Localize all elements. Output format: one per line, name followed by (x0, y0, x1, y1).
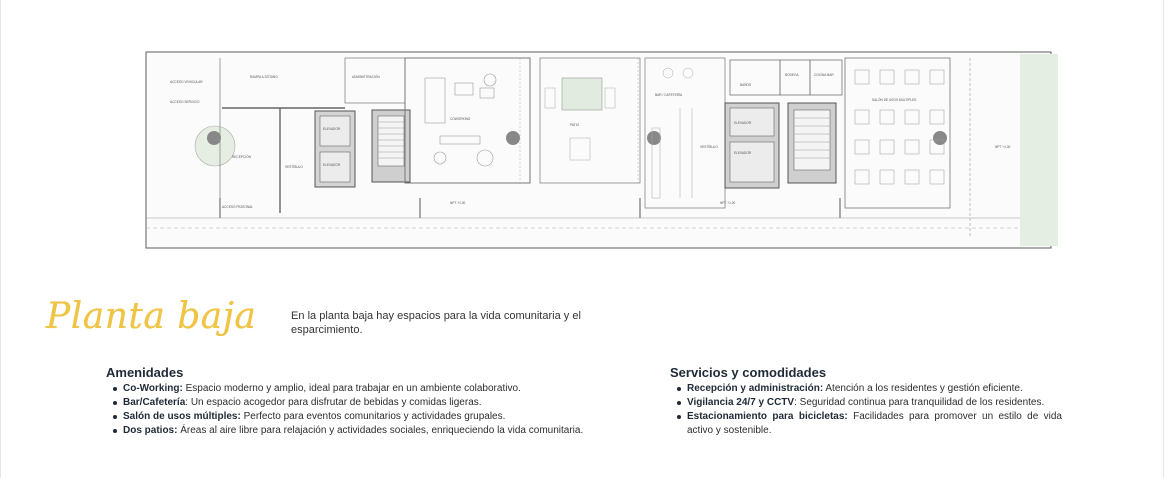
plan-label: ELEVADOR (734, 121, 752, 125)
item-label: Salón de usos múltiples: (123, 411, 241, 422)
item-label: Vigilancia 24/7 y CCTV (687, 397, 795, 408)
plan-label: COCINA BAR (814, 73, 834, 77)
plan-label: ELEVADOR (323, 163, 341, 167)
services-heading: Servicios y comodidades (670, 365, 827, 380)
item-label: Co-Working: (123, 383, 183, 394)
item-text: Perfecto para eventos comunitarios y actividades grupales. (240, 411, 506, 422)
plan-label: COWORKING (450, 117, 471, 121)
plan-label: ACCESO VEHICULAR (170, 80, 203, 84)
plan-label: ACCESO PEATONAL (222, 205, 254, 209)
list-item (123, 382, 626, 396)
item-label: Bar/Cafetería (123, 397, 186, 408)
list-item (687, 396, 1062, 410)
intro-text: En la planta baja hay espacios para la vida comunitaria y el esparcimiento. (291, 310, 581, 336)
plan-label: NPT +1.00 (450, 201, 466, 205)
patio-planter (562, 78, 602, 110)
floor-plan-drawing (140, 48, 1060, 256)
plan-label: RAMPA A SÓTANO (250, 75, 278, 79)
list-item (123, 396, 626, 410)
list-item (687, 382, 1062, 396)
plan-label: VESTÍBULO (285, 165, 303, 169)
plan-label: ELEVADOR (734, 151, 752, 155)
plan-label: NPT +1.00 (720, 201, 736, 205)
list-item (123, 424, 626, 438)
plan-label: BODEGA (785, 73, 799, 77)
plan-label: BAR / CAFETERÍA (655, 93, 683, 97)
plan-label: RECEPCIÓN (232, 155, 251, 159)
item-text: Áreas al aire libre para relajación y actividades sociales, enriqueciendo la vida comunitaria. (177, 425, 584, 436)
plan-label: PATIO (570, 123, 580, 127)
plan-label: SALÓN DE USOS MÚLTIPLES (872, 98, 917, 102)
amenities-section (106, 365, 626, 438)
page-title: Planta baja (46, 296, 257, 337)
item-label: Estacionamiento para bicicletas: (687, 411, 848, 422)
column (933, 131, 947, 145)
list-item (687, 410, 1062, 438)
garden-strip (1020, 54, 1058, 246)
plan-label: ACCESO SERVICIO (170, 100, 200, 104)
item-text: Atención a los residentes y gestión eficiente. (823, 383, 1023, 394)
item-text: : Seguridad continua para tranquilidad de los residentes. (794, 397, 1045, 408)
services-section (670, 365, 1062, 438)
item-label: Dos patios: (123, 425, 178, 436)
left-edge (0, 0, 1, 478)
plan-label: VESTÍBULO (700, 145, 718, 149)
plan-label: ELEVADOR (323, 127, 341, 131)
item-text: : Un espacio acogedor para disfrutar de bebidas y comidas ligeras. (185, 397, 482, 408)
amenities-heading: Amenidades (106, 365, 184, 380)
item-text: Facilidades para promover un estilo de vida activo y sostenible. (687, 411, 1062, 436)
amenities-list (106, 382, 626, 438)
column (207, 131, 221, 145)
floor-plan-svg (140, 48, 1060, 256)
column (506, 131, 520, 145)
plan-label: NPT +1.00 (995, 145, 1011, 149)
item-text: Espacio moderno y amplio, ideal para trabajar en un ambiente colaborativo. (182, 383, 521, 394)
column (647, 131, 661, 145)
services-list (670, 382, 1062, 438)
list-item (123, 410, 626, 424)
plan-label: ADMINISTRACIÓN (352, 75, 380, 79)
item-label: Recepción y administración: (687, 383, 824, 394)
plan-label: BAÑOS (740, 83, 752, 87)
